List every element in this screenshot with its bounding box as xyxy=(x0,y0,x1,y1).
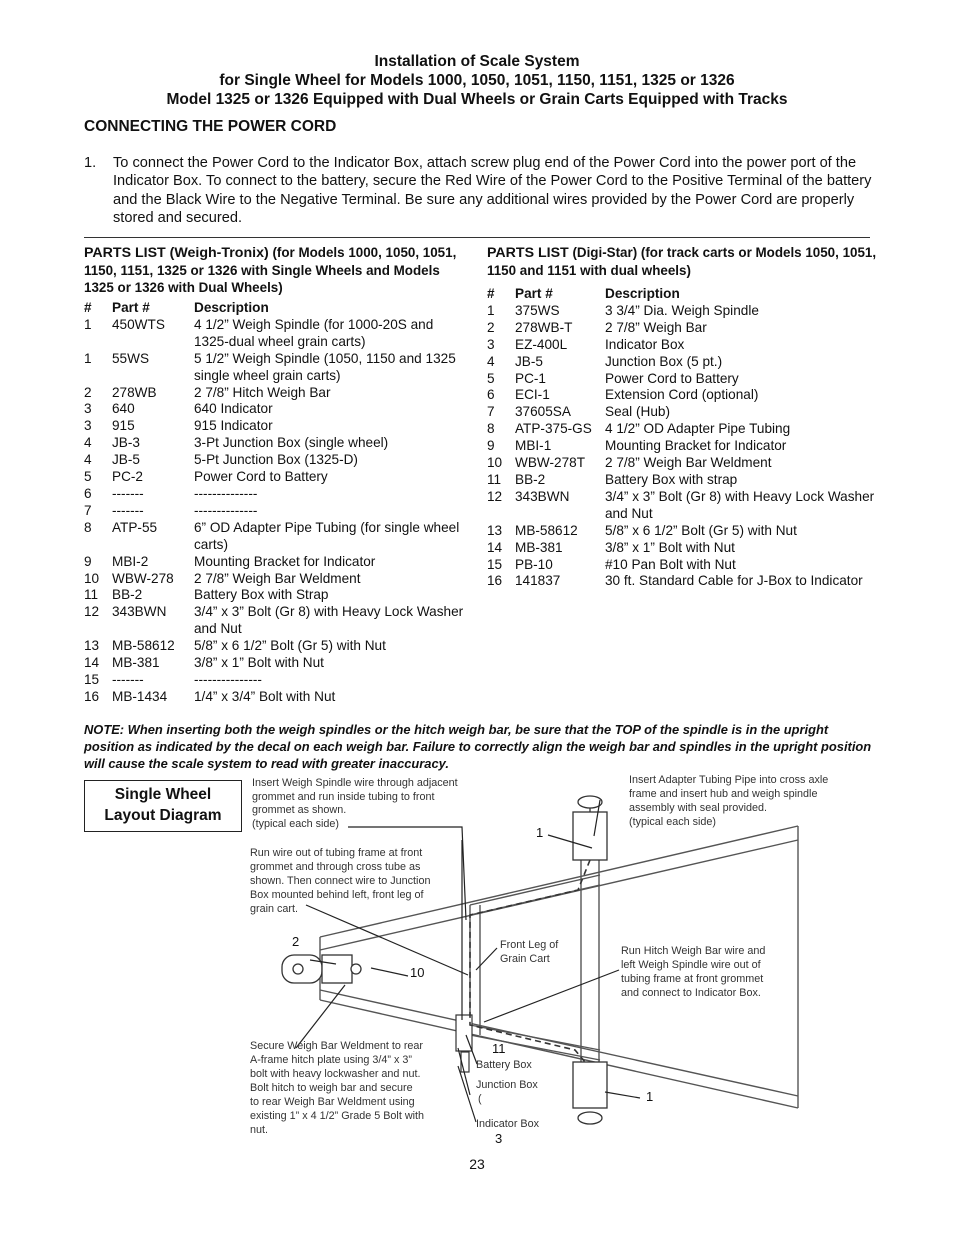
cell-description: 3/8” x 1” Bolt with Nut xyxy=(605,539,735,555)
cell-num: 4 xyxy=(84,452,92,468)
table-row xyxy=(84,486,470,503)
cell-num: 15 xyxy=(84,671,100,687)
cell-part-number: WBW-278 xyxy=(112,570,174,586)
cell-part-number: 375WS xyxy=(515,302,560,318)
table-row xyxy=(84,452,470,469)
cell-part-number: BB-2 xyxy=(515,471,546,487)
page-number: 23 xyxy=(469,1156,485,1172)
cell-part-number: MB-58612 xyxy=(112,638,175,654)
table-row xyxy=(84,317,470,351)
cell-num: 9 xyxy=(84,553,92,569)
section-title: CONNECTING THE POWER CORD xyxy=(84,118,337,135)
note: NOTE: When inserting both the weigh spindles or the hitch weigh bar, be sure that the TOP of the spindle is in the upright position as indicated by the decal on each weigh bar. Failure to correctly align the weigh bar and spindles in the upright position will cause the scale system to read with greater inaccuracy. xyxy=(84,722,872,771)
callout-secure-bar-3: bolt with heavy lockwasher and nut. xyxy=(250,1068,421,1080)
table-row xyxy=(84,401,470,418)
callout-adapter-tubing-2: frame and insert hub and weigh spindle xyxy=(629,788,818,800)
cell-num: 12 xyxy=(487,488,503,504)
table-row xyxy=(487,303,877,320)
callout-battery-box: Battery Box xyxy=(476,1059,532,1071)
col-header-description: Description xyxy=(194,300,269,315)
table-row xyxy=(487,438,877,455)
cell-description: 1/4” x 3/4” Bolt with Nut xyxy=(194,688,336,704)
cell-num: 16 xyxy=(487,573,503,589)
table-row xyxy=(487,557,877,574)
table-row xyxy=(487,540,877,557)
weigh-spindle-top xyxy=(573,796,607,860)
cell-part-number: ------- xyxy=(112,485,144,501)
cell-description: Mounting Bracket for Indicator xyxy=(605,438,787,454)
cell-part-number: MB-1434 xyxy=(112,688,168,704)
cell-part-number: ------- xyxy=(112,502,144,518)
cell-part-number: ECI-1 xyxy=(515,387,550,403)
callout-secure-bar-7: nut. xyxy=(250,1124,269,1136)
cell-num: 3 xyxy=(487,336,495,352)
cell-description: Battery Box with Strap xyxy=(194,587,329,603)
divider xyxy=(84,237,870,238)
cell-num: 1 xyxy=(84,350,92,366)
cell-description: 6” OD Adapter Pipe Tubing (for single wheel carts) xyxy=(194,519,460,552)
cell-num: 10 xyxy=(487,455,503,471)
hitch-weigh-bar xyxy=(282,955,361,983)
cell-description: #10 Pan Bolt with Nut xyxy=(605,556,736,572)
cell-description: 3/8” x 1” Bolt with Nut xyxy=(194,655,324,671)
col-header-part: Part # xyxy=(112,300,150,315)
cell-part-number: MB-58612 xyxy=(515,522,578,538)
cell-description: 5-Pt Junction Box (1325-D) xyxy=(194,452,358,468)
cell-description: 30 ft. Standard Cable for J-Box to Indicator xyxy=(605,573,863,589)
cell-num: 6 xyxy=(487,387,495,403)
cell-description: Junction Box (5 pt.) xyxy=(605,353,723,369)
cell-num: 2 xyxy=(84,384,92,400)
cell-part-number: ATP-375-GS xyxy=(515,421,592,437)
cell-part-number: 37605SA xyxy=(515,404,571,420)
cell-part-number: 450WTS xyxy=(112,316,165,332)
cell-description: 3/4” x 3” Bolt (Gr 8) with Heavy Lock Washer and Nut xyxy=(194,604,464,637)
callout-junction-paren: ( xyxy=(478,1093,482,1105)
cell-num: 14 xyxy=(84,655,100,671)
cell-description: -------------- xyxy=(194,502,258,518)
cell-description: Extension Cord (optional) xyxy=(605,387,759,403)
part-number-3: 3 xyxy=(495,1131,503,1146)
parts-table xyxy=(487,286,877,590)
table-row xyxy=(487,320,877,337)
cell-num: 1 xyxy=(487,302,495,318)
instruction-number: 1. xyxy=(84,155,97,171)
cell-num: 4 xyxy=(84,435,92,451)
header-line-2: for Single Wheel for Models 1000, 1050, 1051, 1150, 1151, 1325 or 1326 xyxy=(219,72,735,89)
cell-description: 5 1/2” Weigh Spindle (1050, 1150 and 1325 single wheel grain carts) xyxy=(194,350,456,383)
cell-description: 915 Indicator xyxy=(194,418,273,434)
cell-part-number: 278WB-T xyxy=(515,319,573,335)
callout-junction-box: Junction Box xyxy=(476,1079,538,1091)
table-row xyxy=(84,655,470,672)
table-row xyxy=(487,421,877,438)
cell-num: 4 xyxy=(487,353,495,369)
cell-part-number: 55WS xyxy=(112,350,150,366)
part-number-1-top: 1 xyxy=(536,825,544,840)
parts-list-weigh-tronix xyxy=(84,244,470,706)
parts-list-heading-sub: (for Models 1000, 1050, 1051, 1150, 1151, 1325 or 1326 with Single Wheels and Models 1325 or 1326 with Dual Wheels) xyxy=(84,245,457,295)
cell-part-number: JB-5 xyxy=(515,353,543,369)
callout-indicator-box: Indicator Box xyxy=(476,1118,540,1130)
callout-hitch-bar-4: and connect to Indicator Box. xyxy=(621,987,761,999)
callout-hitch-bar-3: tubing frame at front grommet xyxy=(621,973,764,985)
cell-part-number: BB-2 xyxy=(112,587,143,603)
cell-part-number: PC-2 xyxy=(112,469,143,485)
cell-part-number: 278WB xyxy=(112,384,157,400)
table-row xyxy=(84,503,470,520)
cell-description: Power Cord to Battery xyxy=(194,469,328,485)
callout-hitch-bar-1: Run Hitch Weigh Bar wire and xyxy=(621,945,766,957)
callout-spindle-wire-1: Insert Weigh Spindle wire through adjacent xyxy=(252,777,458,789)
cell-part-number: WBW-278T xyxy=(515,455,585,471)
cell-part-number: ------- xyxy=(112,671,144,687)
callout-secure-bar-4: Bolt hitch to weigh bar and secure xyxy=(250,1082,413,1094)
callout-adapter-tubing-4: (typical each side) xyxy=(629,816,717,828)
col-header-description: Description xyxy=(605,286,680,301)
cell-description: -------------- xyxy=(194,485,258,501)
callout-run-wire-1: Run wire out of tubing frame at front xyxy=(250,847,423,859)
cell-num: 13 xyxy=(487,522,503,538)
cell-part-number: MBI-1 xyxy=(515,438,552,454)
callout-secure-bar-5: to rear Weigh Bar Weldment using xyxy=(250,1096,415,1108)
col-header-part: Part # xyxy=(515,286,553,301)
callout-hitch-bar-2: left Weigh Spindle wire out of xyxy=(621,959,761,971)
callout-run-wire-5: grain cart. xyxy=(250,903,299,915)
table-row xyxy=(487,573,877,590)
cell-description: 5/8” x 6 1/2” Bolt (Gr 5) with Nut xyxy=(605,522,797,538)
cell-description: 3/4” x 3” Bolt (Gr 8) with Heavy Lock Washer and Nut xyxy=(605,488,875,521)
cell-part-number: 141837 xyxy=(515,573,561,589)
cell-num: 10 xyxy=(84,570,100,586)
table-row xyxy=(487,455,877,472)
cell-num: 15 xyxy=(487,556,503,572)
cell-num: 12 xyxy=(84,604,100,620)
callout-front-leg-1: Front Leg of xyxy=(500,939,559,951)
cell-description: 4 1/2” Weigh Spindle (for 1000-20S and 1325-dual wheel grain carts) xyxy=(194,316,434,349)
cell-description: Indicator Box xyxy=(605,336,685,352)
cell-part-number: PC-1 xyxy=(515,370,546,386)
part-number-11: 11 xyxy=(492,1041,506,1056)
cell-description: 2 7/8” Weigh Bar Weldment xyxy=(194,570,361,586)
cell-part-number: JB-5 xyxy=(112,452,140,468)
instruction-text: To connect the Power Cord to the Indicator Box, attach screw plug end of the Power Cord into the power port of the Indicator Box. To connect to the battery, secure the Red Wire of the Power Cord to the Positive Terminal of the battery and the Black Wire to the Negative Terminal. Be sure any additional wires provided by the Power Cord are properly stored and secured. xyxy=(113,155,872,227)
table-row xyxy=(84,638,470,655)
table-row xyxy=(84,385,470,402)
callout-secure-bar-1: Secure Weigh Bar Weldment to rear xyxy=(250,1040,424,1052)
cell-num: 7 xyxy=(487,404,495,420)
cell-num: 13 xyxy=(84,638,100,654)
cell-part-number: ATP-55 xyxy=(112,519,158,535)
callout-adapter-tubing-1: Insert Adapter Tubing Pipe into cross axle xyxy=(629,774,829,786)
callout-front-leg-2: Grain Cart xyxy=(500,953,550,965)
cell-num: 8 xyxy=(84,519,92,535)
cell-num: 7 xyxy=(84,502,92,518)
table-row xyxy=(84,689,470,706)
table-row xyxy=(487,523,877,540)
col-header-num: # xyxy=(84,300,92,315)
table-row xyxy=(487,472,877,489)
table-row xyxy=(487,387,877,404)
callout-run-wire-2: grommet and through cross tube as xyxy=(250,861,421,873)
callout-secure-bar-6: existing 1” x 4 1/2” Grade 5 Bolt with xyxy=(250,1110,425,1122)
cell-description: 2 7/8” Weigh Bar xyxy=(605,319,707,335)
cell-description: --------------- xyxy=(194,671,262,687)
cell-description: Mounting Bracket for Indicator xyxy=(194,553,376,569)
cell-num: 5 xyxy=(487,370,495,386)
cell-part-number: MB-381 xyxy=(112,655,160,671)
table-row xyxy=(487,371,877,388)
callout-run-wire-3: shown. Then connect wire to Junction xyxy=(250,875,431,887)
cell-part-number: 343BWN xyxy=(112,604,167,620)
parts-list-heading-main: PARTS LIST xyxy=(487,245,569,261)
table-row xyxy=(84,351,470,385)
table-row xyxy=(487,337,877,354)
cell-num: 8 xyxy=(487,421,495,437)
cell-description: Seal (Hub) xyxy=(605,404,670,420)
layout-diagram xyxy=(0,770,954,1160)
table-row xyxy=(84,587,470,604)
callout-spindle-wire-3: grommet as shown. xyxy=(252,804,347,816)
cell-part-number: 640 xyxy=(112,401,135,417)
cell-part-number: JB-3 xyxy=(112,435,140,451)
table-row xyxy=(84,554,470,571)
cell-description: 5/8” x 6 1/2” Bolt (Gr 5) with Nut xyxy=(194,638,386,654)
parts-list-digi-star xyxy=(487,244,877,590)
cell-description: 3 3/4” Dia. Weigh Spindle xyxy=(605,302,759,318)
table-row xyxy=(84,520,470,554)
cell-part-number: MBI-2 xyxy=(112,553,149,569)
cell-num: 5 xyxy=(84,469,92,485)
cell-description: 2 7/8” Weigh Bar Weldment xyxy=(605,455,772,471)
cell-num: 11 xyxy=(84,587,99,603)
callout-adapter-tubing-3: assembly with seal provided. xyxy=(629,802,768,814)
table-row xyxy=(84,672,470,689)
table-row xyxy=(84,604,470,638)
cell-description: 4 1/2” OD Adapter Pipe Tubing xyxy=(605,421,791,437)
cell-num: 11 xyxy=(487,471,502,487)
callout-secure-bar-2: A-frame hitch plate using 3/4” x 3” xyxy=(250,1054,413,1066)
cell-description: Power Cord to Battery xyxy=(605,370,739,386)
cell-num: 1 xyxy=(84,316,92,332)
table-row xyxy=(487,354,877,371)
diagram-title-line-2: Layout Diagram xyxy=(104,807,222,824)
table-row xyxy=(84,469,470,486)
cell-part-number: 343BWN xyxy=(515,488,570,504)
cell-num: 2 xyxy=(487,319,495,335)
header-line-3: Model 1325 or 1326 Equipped with Dual Wheels or Grain Carts Equipped with Tracks xyxy=(166,91,788,108)
cell-part-number: 915 xyxy=(112,418,135,434)
table-row xyxy=(84,571,470,588)
cell-num: 3 xyxy=(84,418,92,434)
cell-description: 2 7/8” Hitch Weigh Bar xyxy=(194,384,331,400)
cell-description: 640 Indicator xyxy=(194,401,273,417)
callout-spindle-wire-4: (typical each side) xyxy=(252,818,340,830)
table-row xyxy=(487,404,877,421)
parts-list-heading xyxy=(487,244,877,279)
header-line-1: Installation of Scale System xyxy=(374,53,580,70)
cell-part-number: MB-381 xyxy=(515,539,563,555)
table-row xyxy=(487,489,877,523)
cell-description: Battery Box with strap xyxy=(605,471,738,487)
parts-list-heading-sub: (Digi-Star) (for track carts or Models 1050, 1051, 1150 and 1151 with dual wheels) xyxy=(487,245,877,278)
weigh-spindle-bottom xyxy=(573,1062,607,1124)
cell-part-number: PB-10 xyxy=(515,556,553,572)
cell-description: 3-Pt Junction Box (single wheel) xyxy=(194,435,389,451)
part-number-10: 10 xyxy=(410,965,425,980)
table-row xyxy=(84,435,470,452)
col-header-num: # xyxy=(487,286,495,301)
parts-table xyxy=(84,300,470,706)
callout-spindle-wire-2: grommet and run inside tubing to front xyxy=(252,791,435,803)
table-row xyxy=(84,418,470,435)
cell-num: 6 xyxy=(84,485,92,501)
parts-list-heading xyxy=(84,244,470,296)
parts-list-heading-main: PARTS LIST (Weigh-Tronix) xyxy=(84,245,269,261)
diagram-title-line-1: Single Wheel xyxy=(114,786,212,803)
cell-part-number: EZ-400L xyxy=(515,336,568,352)
part-number-1-bottom: 1 xyxy=(646,1089,654,1104)
cell-num: 3 xyxy=(84,401,92,417)
part-number-2: 2 xyxy=(292,934,300,949)
cell-num: 14 xyxy=(487,539,503,555)
cell-num: 9 xyxy=(487,438,495,454)
cell-num: 16 xyxy=(84,688,100,704)
callout-run-wire-4: Box mounted behind left, front leg of xyxy=(250,889,424,901)
